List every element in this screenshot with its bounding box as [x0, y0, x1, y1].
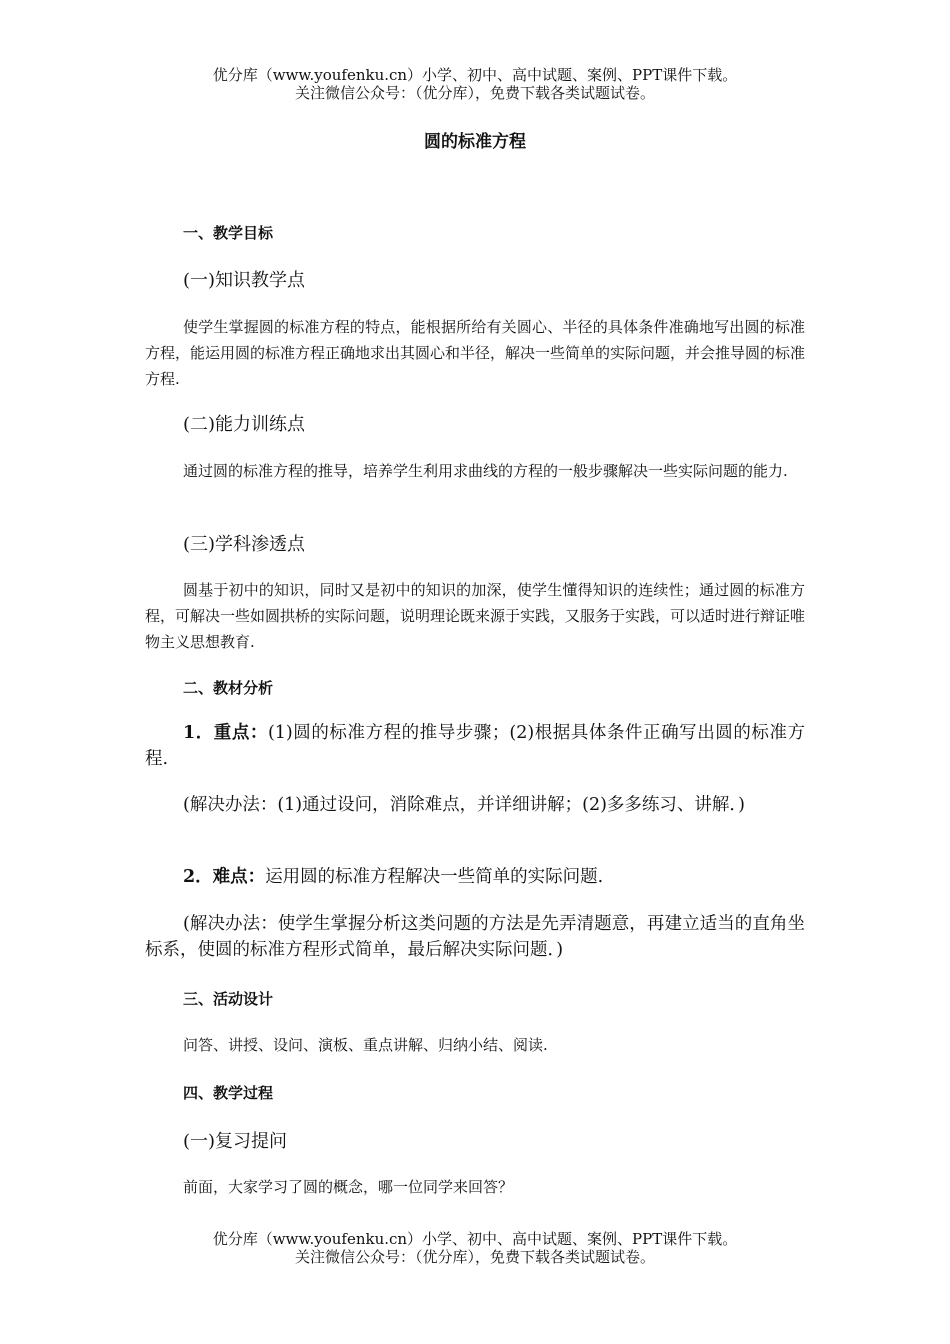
- paragraph-key-point: [145, 720, 805, 772]
- subheading-knowledge: (一)知识教学点: [183, 270, 306, 291]
- section-heading-analysis: 二、教材分析: [183, 679, 274, 697]
- section-heading-process: 四、教学过程: [183, 1084, 274, 1102]
- subheading-discipline: (三)学科渗透点: [183, 534, 306, 555]
- subheading-review: (一)复习提问: [183, 1131, 288, 1152]
- paragraph-difficult-point-solution: (解决办法：使学生掌握分析这类问题的方法是先弄清题意，再建立适当的直角坐标系，使圆的标准方程形式简单，最后解决实际问题．): [145, 914, 805, 960]
- paragraph-discipline: 圆基于初中的知识，同时又是初中的知识的加深，使学生懂得知识的连续性；通过圆的标准方程，可解决一些如圆拱桥的实际问题，说明理论既来源于实践，又服务于实践，可以适时进行辩证唯物主义思想教育.: [145, 581, 806, 651]
- difficult-point-text: 运用圆的标准方程解决一些简单的实际问题.: [265, 867, 604, 887]
- subheading-ability: (二)能力训练点: [183, 414, 306, 435]
- difficult-point-label: 2．难点：: [183, 867, 266, 887]
- section-heading-objectives: 一、教学目标: [183, 224, 274, 242]
- paragraph-difficult-point: [145, 864, 805, 890]
- footer-line-1: 优分库（www.youfenku.cn）小学、初中、高中试题、案例、PPT课件下载。: [212, 1230, 738, 1248]
- paragraph-ability: 通过圆的标准方程的推导，培养学生利用求曲线的方程的一般步骤解决一些实际问题的能力.: [183, 462, 788, 480]
- header-line-2: 关注微信公众号：（优分库），免费下载各类试题试卷。: [294, 84, 655, 102]
- header-line-1: 优分库（www.youfenku.cn）小学、初中、高中试题、案例、PPT课件下载。: [212, 66, 738, 84]
- section-heading-activities: 三、活动设计: [183, 990, 274, 1008]
- paragraph-key-point-solution: (解决办法：(1)通过设问，消除难点，并详细讲解；(2)多多练习、讲解．): [183, 795, 745, 815]
- page-header: [0, 66, 950, 102]
- paragraph-review-question: 前面，大家学习了圆的概念，哪一位同学来回答？: [183, 1178, 514, 1196]
- paragraph-activities: 问答、讲授、设问、演板、重点讲解、归纳小结、阅读.: [183, 1036, 548, 1054]
- document-title: 圆的标准方程: [424, 132, 526, 152]
- footer-line-2: 关注微信公众号：（优分库），免费下载各类试题试卷。: [294, 1248, 655, 1266]
- key-point-text: (1)圆的标准方程的推导步骤；(2)根据具体条件正确写出圆的标准方程.: [145, 723, 805, 769]
- key-point-label: 1．重点：: [183, 723, 268, 743]
- page-footer: [0, 1230, 950, 1266]
- paragraph-knowledge: 使学生掌握圆的标准方程的特点，能根据所给有关圆心、半径的具体条件准确地写出圆的标准方程，能运用圆的标准方程正确地求出其圆心和半径，解决一些简单的实际问题，并会推导圆的标准方程.: [145, 318, 806, 388]
